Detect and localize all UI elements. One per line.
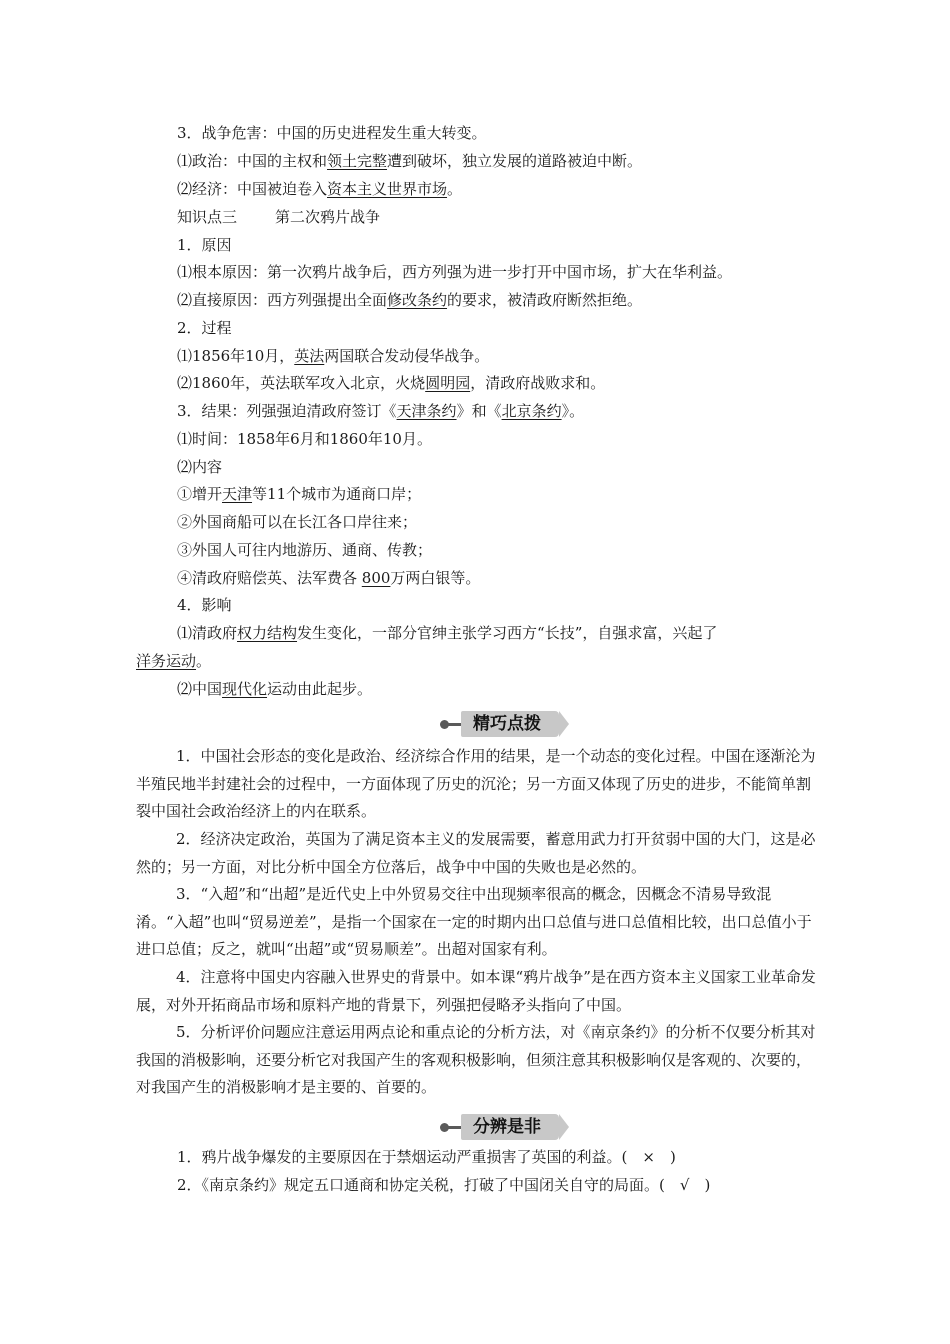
text-span: ⑴1856年10月， bbox=[177, 347, 295, 365]
text-span: ⑴清政府 bbox=[177, 624, 238, 642]
text-line bbox=[177, 567, 480, 589]
section-header-true-false bbox=[440, 1113, 559, 1141]
text-span: 3．结果：列强强迫清政府签订《 bbox=[177, 402, 397, 420]
tip-paragraph: 4．注意将中国史内容融入世界史的背景中。如本课“鸦片战争”是在西方资本主义国家工业革命发展，对外开拓商品市场和原料产地的背景下，列强把侵略矛头指向了中国。 bbox=[136, 968, 816, 1014]
bullet-dot-icon bbox=[440, 1123, 449, 1132]
text-span: 等11个城市为通商口岸； bbox=[252, 485, 422, 503]
text-span: ⑵1860年，英法联军攻入北京，火烧 bbox=[177, 374, 426, 392]
text-line: ③外国人可往内地游历、通商、传教； bbox=[177, 541, 433, 559]
text-span: 两国联合发动侵华战争。 bbox=[324, 347, 490, 365]
text-line bbox=[177, 483, 421, 505]
text-line: 1．原因 bbox=[177, 236, 232, 254]
text-span: 的要求，被清政府断然拒绝。 bbox=[447, 291, 643, 309]
text-line bbox=[177, 622, 717, 644]
underlined-answer: 修改条约 bbox=[387, 291, 448, 309]
text-span: 》。 bbox=[561, 402, 585, 420]
true-false-item: 2．《南京条约》规定五口通商和协定关税，打破了中国闭关自守的局面。( √ ) bbox=[177, 1176, 711, 1194]
underlined-answer: 英法 bbox=[294, 347, 325, 365]
tip-paragraph: 1．中国社会形态的变化是政治、经济综合作用的结果，是一个动态的变化过程。中国在逐渐沦为半殖民地半封建社会的过程中，一方面体现了历史的沉沦；另一方面又体现了历史的进步，不能简单割裂中国社会政治经济上的内在联系。 bbox=[136, 747, 816, 820]
text-line bbox=[177, 345, 489, 367]
underlined-answer: 权力结构 bbox=[237, 624, 298, 642]
text-span: 发生变化，一部分官绅主张学习西方“长技”，自强求富，兴起了 bbox=[297, 624, 718, 642]
underlined-answer: 800 bbox=[361, 569, 391, 587]
text-line bbox=[177, 372, 605, 394]
text-line: ⑴时间：1858年6月和1860年10月。 bbox=[177, 430, 432, 448]
underlined-answer: 现代化 bbox=[222, 680, 268, 698]
text-span: ⑵经济：中国被迫卷入 bbox=[177, 180, 328, 198]
knowledge-point-title: 第二次鸦片战争 bbox=[275, 208, 381, 226]
text-span: 。 bbox=[447, 180, 463, 198]
knowledge-point-label: 知识点三 bbox=[177, 208, 238, 226]
text-span: ⑴政治：中国的主权和 bbox=[177, 152, 328, 170]
text-span: ①增开 bbox=[177, 485, 223, 503]
underlined-answer: 资本主义世界市场 bbox=[327, 180, 448, 198]
section-header-tips bbox=[440, 710, 559, 738]
underlined-answer: 北京条约 bbox=[501, 402, 562, 420]
text-line bbox=[177, 400, 584, 422]
tip-paragraph: 5．分析评价问题应注意运用两点论和重点论的分析方法，对《南京条约》的分析不仅要分析其对我国的消极影响，还要分析它对我国产生的客观积极影响，但须注意其积极影响仅是客观的、次要的，对我国产生的消极影响才是主要的、首要的。 bbox=[136, 1023, 816, 1096]
text-span: 》和《 bbox=[456, 402, 502, 420]
text-span: ⑵直接原因：西方列强提出全面 bbox=[177, 291, 388, 309]
text-line: ②外国商船可以在长江各口岸往来； bbox=[177, 513, 418, 531]
text-line bbox=[177, 289, 642, 311]
tip-paragraph: 2．经济决定政治，英国为了满足资本主义的发展需要，蓄意用武力打开贫弱中国的大门，这是必然的；另一方面，对比分析中国全方位落后，战争中中国的失败也是必然的。 bbox=[136, 830, 816, 876]
header-bar-decoration bbox=[447, 1126, 461, 1129]
text-line: 3．战争危害：中国的历史进程发生重大转变。 bbox=[177, 124, 487, 142]
text-line: 2．过程 bbox=[177, 319, 232, 337]
tip-paragraph: 3．“入超”和“出超”是近代史上中外贸易交往中出现频率很高的概念，因概念不清易导致混淆。“入超”也叫“贸易逆差”，是指一个国家在一定的时期内出口总值与进口总值相比较，出口总值小于进口总值；反之，就叫“出超”或“贸易顺差”。出超对国家有利。 bbox=[136, 885, 812, 958]
header-bar-decoration bbox=[447, 723, 461, 726]
section-title: 精巧点拨 bbox=[461, 711, 559, 737]
text-line bbox=[177, 678, 372, 700]
underlined-answer: 洋务运动 bbox=[136, 652, 197, 670]
underlined-answer: 天津 bbox=[222, 485, 253, 503]
section-title: 分辨是非 bbox=[461, 1114, 559, 1140]
bullet-dot-icon bbox=[440, 720, 449, 729]
text-line: 4．影响 bbox=[177, 596, 232, 614]
text-line: ⑴根本原因：第一次鸦片战争后，西方列强为进一步打开中国市场，扩大在华利益。 bbox=[177, 263, 733, 281]
text-span: ④清政府赔偿英、法军费各 bbox=[177, 569, 362, 587]
text-span: 。 bbox=[196, 652, 212, 670]
text-span: ⑵中国 bbox=[177, 680, 223, 698]
text-line: ⑵内容 bbox=[177, 458, 223, 476]
underlined-answer: 天津条约 bbox=[396, 402, 457, 420]
true-false-item: 1．鸦片战争爆发的主要原因在于禁烟运动严重损害了英国的利益。( × ) bbox=[177, 1148, 676, 1166]
text-line bbox=[177, 150, 642, 172]
underlined-answer: 圆明园 bbox=[425, 374, 471, 392]
knowledge-point-heading bbox=[177, 206, 380, 228]
text-span: 遭到破坏，独立发展的道路被迫中断。 bbox=[387, 152, 643, 170]
text-span: ，清政府战败求和。 bbox=[470, 374, 606, 392]
underlined-answer: 领土完整 bbox=[327, 152, 388, 170]
text-span: 万两白银等。 bbox=[390, 569, 481, 587]
text-span: 运动由此起步。 bbox=[267, 680, 373, 698]
text-line bbox=[177, 178, 462, 200]
text-line bbox=[136, 650, 211, 672]
